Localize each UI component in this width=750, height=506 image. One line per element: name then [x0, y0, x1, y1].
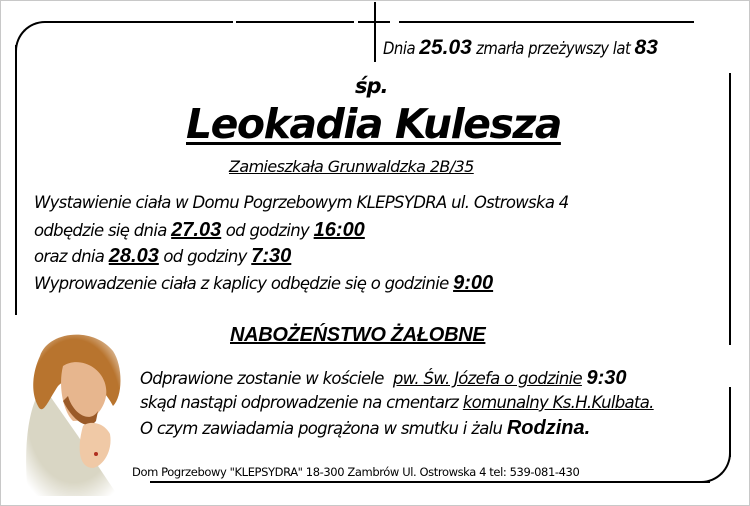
viewing-date-1: 27.03	[171, 219, 222, 241]
frame-top-line-3	[399, 21, 694, 23]
frame-top-line-1	[45, 21, 233, 23]
service-line2-prefix: skąd nastąpi odprowadzenie na cmentarz	[140, 393, 459, 412]
viewing-date-2: 28.03	[108, 245, 159, 267]
funeral-home-footer: Dom Pogrzebowy "KLEPSYDRA" 18-300 Zambrów Ul. Ostrowska 4 tel: 539-081-430	[132, 465, 580, 479]
frame-bottom-line	[150, 481, 710, 483]
praying-jesus-icon	[18, 326, 130, 496]
service-line-3	[140, 417, 590, 440]
honorific: śp.	[355, 74, 388, 98]
viewing-line-2	[34, 219, 365, 242]
frame-right-line-upper	[729, 73, 731, 345]
viewing-line-4	[34, 272, 493, 295]
family-signature: Rodzina.	[506, 417, 591, 439]
service-heading: NABOŻEŃSTWO ŻAŁOBNE	[230, 324, 486, 346]
death-notice	[383, 36, 658, 60]
viewing-line3-mid: od godziny	[163, 247, 247, 266]
viewing-location: Wystawienie ciała w Domu Pogrzebowym KLEPSYDRA ul. Ostrowska 4	[34, 193, 569, 212]
death-prefix: Dnia	[383, 39, 416, 58]
viewing-time-1: 16:00	[313, 219, 365, 241]
service-cemetery: komunalny Ks.H.Kulbata.	[462, 393, 654, 412]
frame-left-line	[15, 45, 17, 315]
viewing-time-2: 7:30	[251, 245, 292, 267]
departure-prefix: Wyprowadzenie ciała z kaplicy odbędzie się o godzinie	[34, 274, 449, 293]
death-age: 83	[634, 36, 658, 59]
death-middle: zmarła przeżywszy lat	[476, 39, 631, 58]
residence: Zamieszkała Grunwaldzka 2B/35	[229, 157, 474, 176]
deceased-name: Leokadia Kulesza	[186, 100, 561, 148]
viewing-line3-prefix: oraz dnia	[34, 247, 105, 266]
viewing-line2-prefix: odbędzie się dnia	[34, 221, 167, 240]
frame-top-line-2	[236, 21, 354, 23]
cross-icon-horizontal	[358, 21, 390, 23]
service-line-2	[140, 393, 654, 412]
viewing-line-1	[34, 193, 569, 212]
viewing-line2-mid: od godziny	[225, 221, 310, 240]
cross-icon-vertical	[374, 2, 376, 62]
service-line-1	[140, 367, 627, 390]
viewing-line-3	[34, 245, 291, 268]
service-line1-prefix: Odprawione zostanie w kościele	[140, 369, 384, 388]
death-date: 25.03	[419, 36, 472, 59]
service-time: 9:30	[586, 367, 627, 389]
service-line3-prefix: O czym zawiadamia pogrążona w smutku i żalu	[140, 419, 503, 438]
service-church: pw. Św. Józefa o godzinie	[392, 369, 582, 388]
departure-time: 9:00	[453, 272, 494, 294]
